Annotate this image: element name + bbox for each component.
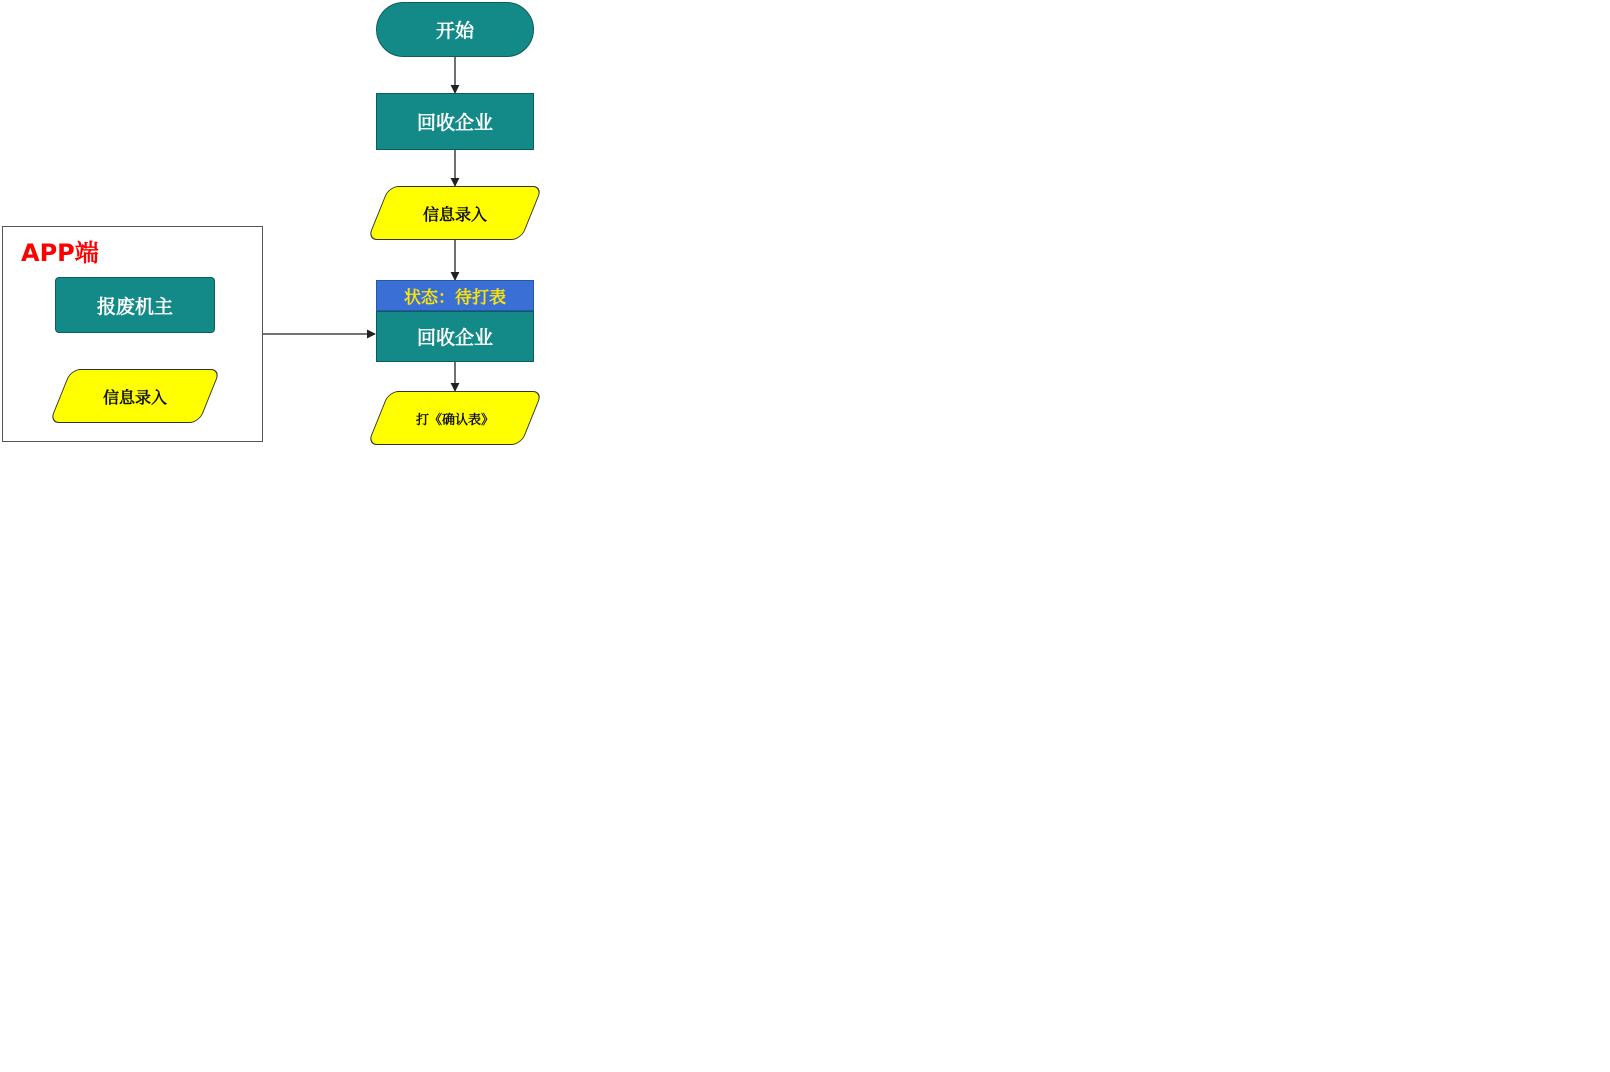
collect-company-node (376, 93, 534, 150)
app-panel (2, 226, 263, 442)
print-form-label: 打《确认表》 (415, 412, 494, 428)
info-input-node (378, 186, 532, 240)
app-input-label: 信息录入 (102, 387, 167, 407)
collect-company-2-label: 回收企业 (416, 327, 493, 349)
app-owner-box (55, 277, 215, 333)
status-pending-print-label: 状态：待打表 (404, 288, 506, 308)
status-pending-print (376, 280, 534, 311)
app-panel-title: APP端 (21, 239, 99, 267)
app-owner-label: 报废机主 (96, 295, 173, 318)
collect-company-label: 回收企业 (416, 112, 493, 134)
start-label: 开始 (435, 20, 474, 42)
app-input-node (60, 369, 210, 423)
info-input-label: 信息录入 (422, 204, 487, 224)
start-terminal (376, 2, 534, 57)
collect-company-node-2 (376, 311, 534, 362)
print-form-node (378, 391, 532, 445)
